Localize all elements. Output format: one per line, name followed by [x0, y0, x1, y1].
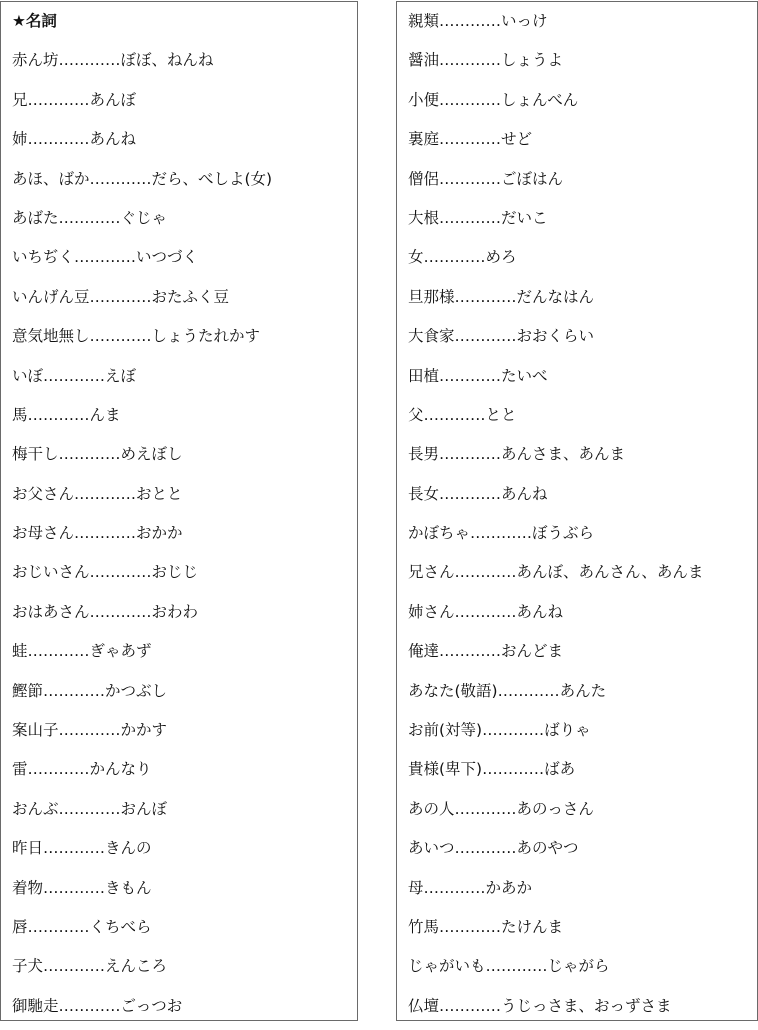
vocab-entry: 竹馬…………たけんま	[408, 917, 564, 936]
vocab-entry: あなた(敬語)…………あんた	[408, 681, 607, 700]
vocab-entry: 姉…………あんね	[12, 130, 137, 149]
vocab-entry: あほ、ばか…………だら、べしよ(女)	[12, 169, 273, 188]
vocab-entry: 貴様(卑下)…………ばあ	[408, 760, 576, 779]
vocab-entry: 梅干し…………めえぼし	[12, 445, 183, 464]
vocab-entry: いちぢく…………いつづく	[12, 248, 199, 267]
vocab-entry: いんげん豆…………おたふく豆	[12, 287, 230, 306]
vocab-entry: 鰹節…………かつぶし	[12, 681, 168, 700]
vocab-entry: 長男…………あんさま、あんま	[408, 445, 626, 464]
vocab-entry: 大根…………だいこ	[408, 208, 548, 227]
vocab-entry: 御馳走…………ごっつお	[12, 996, 183, 1015]
vocab-entry: 母…………かあか	[408, 878, 533, 897]
vocab-entry: 長女…………あんね	[408, 484, 548, 503]
vocab-entry: 着物…………きもん	[12, 878, 152, 897]
vocab-entry: おじいさん…………おじじ	[12, 563, 199, 582]
vocab-entry: あいつ…………あのやつ	[408, 839, 579, 858]
vocab-entry: 仏壇…………うじっさま、おっずさま	[408, 996, 672, 1015]
vocab-entry: お母さん…………おかか	[12, 524, 183, 543]
vocab-entry: 父…………とと	[408, 405, 517, 424]
vocab-entry: 僧侶…………ごぼはん	[408, 169, 564, 188]
vocab-entry: かぼちゃ…………ぼうぶら	[408, 524, 595, 543]
vocab-entry: 馬…………んま	[12, 405, 121, 424]
vocab-entry: 子犬…………えんころ	[12, 957, 168, 976]
vocab-entry: 小便…………しょんべん	[408, 90, 579, 109]
vocab-entry: 兄…………あんぼ	[12, 90, 137, 109]
vocab-entry: 親類…………いっけ	[408, 12, 548, 30]
vocab-entry: 田植…………たいべ	[408, 366, 548, 385]
vocab-entry: 雷…………かんなり	[12, 760, 152, 779]
vocab-entry: じゃがいも…………じゃがら	[408, 957, 610, 976]
vocab-entry: 兄さん…………あんぼ、あんさん、あんま	[408, 563, 704, 582]
vocab-entry: お前(対等)…………ばりゃ	[408, 721, 591, 740]
vocab-entry: 唇…………くちべら	[12, 917, 152, 936]
vocab-entry: 姉さん…………あんね	[408, 602, 564, 621]
vocab-entry: いぼ…………えぼ	[12, 366, 137, 385]
vocab-entry: 蛙…………ぎゃあず	[12, 642, 152, 661]
vocab-entry: 昨日…………きんの	[12, 839, 152, 858]
vocab-entry: 裏庭…………せど	[408, 130, 533, 149]
section-heading-nouns: ★名詞	[12, 12, 57, 30]
vocab-entry: 赤ん坊…………ぼぼ、ねんね	[12, 51, 214, 70]
vocab-entry: 俺達…………おんどま	[408, 642, 564, 661]
vocab-entry: 醤油…………しょうよ	[408, 51, 564, 70]
vocab-entry: 女…………めろ	[408, 248, 517, 267]
vocab-entry: 意気地無し…………しょうたれかす	[12, 327, 261, 346]
vocab-entry: 案山子…………かかす	[12, 721, 168, 740]
vocab-entry: 大食家…………おおくらい	[408, 327, 595, 346]
vocab-entry: お父さん…………おとと	[12, 484, 183, 503]
right-column-panel	[396, 1, 758, 1021]
vocab-entry: おはあさん…………おわわ	[12, 602, 199, 621]
vocab-entry: 旦那様…………だんなはん	[408, 287, 595, 306]
vocab-entry: あの人…………あのっさん	[408, 799, 594, 818]
vocab-entry: おんぶ…………おんぼ	[12, 799, 168, 818]
vocab-entry: あばた…………ぐじゃ	[12, 208, 168, 227]
left-column-panel	[0, 1, 358, 1021]
